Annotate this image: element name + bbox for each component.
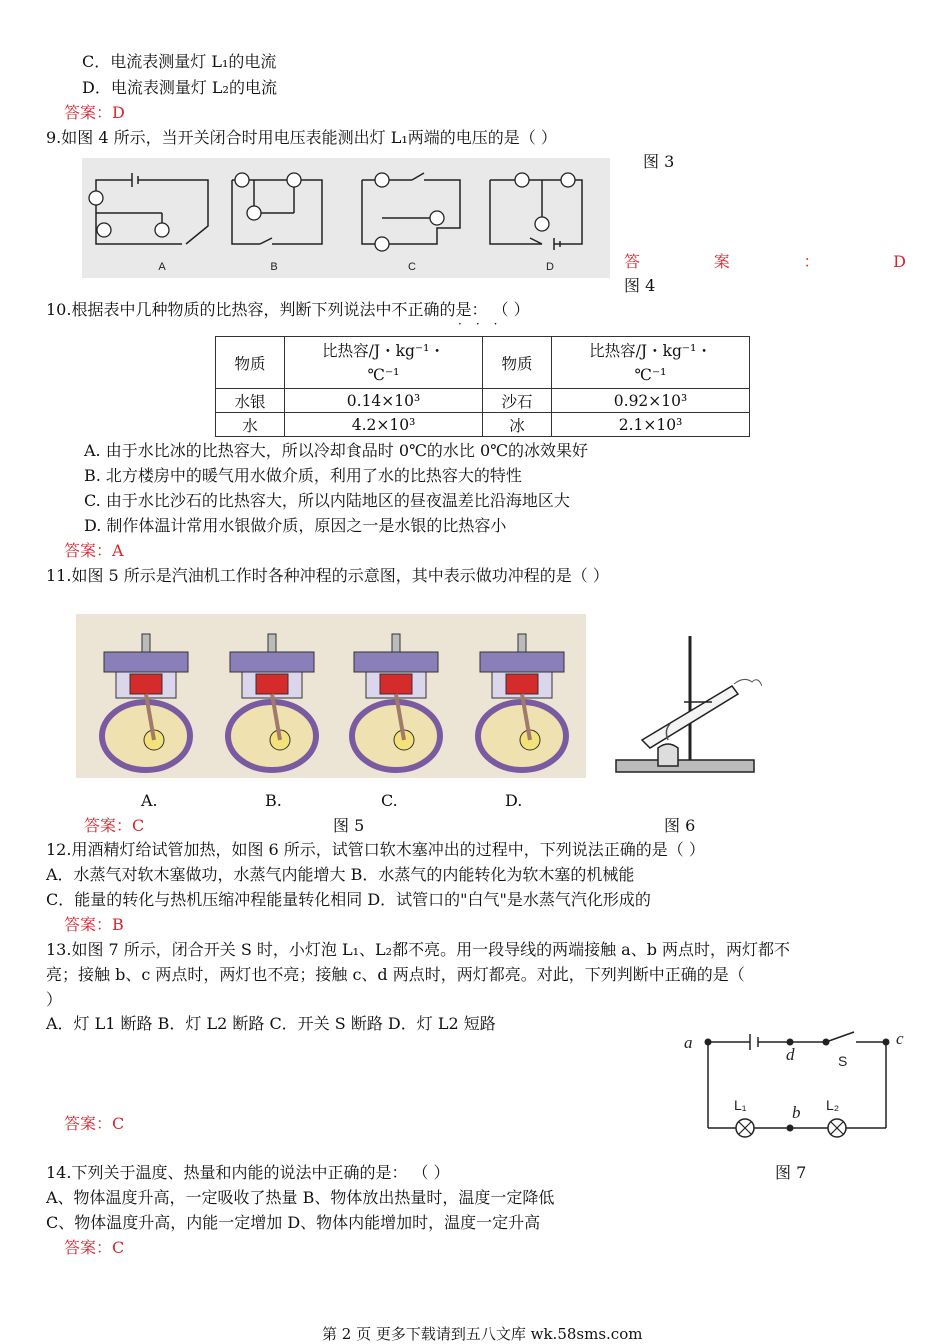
table-cell: 沙石 [483,389,552,413]
q14-options-ab: A、物体温度升高，一定吸收了热量 B、物体放出热量时，温度一定降低 [46,1188,555,1207]
table-cell: 冰 [483,413,552,437]
fig7-label: 图 7 [775,1163,807,1182]
table-cell: 0.14×10³ [285,389,483,413]
q13-options: A．灯 L1 断路 B．灯 L2 断路 C．开关 S 断路 D．灯 L2 短路 [46,1014,496,1033]
circuit-label-a: A [158,261,166,273]
q9-answer-char: ： [803,252,820,271]
q13-stem-line3: ） [46,990,63,1009]
q14-stem: 14.下列关于温度、热量和内能的说法中正确的是： （ ） [46,1163,450,1182]
specific-heat-table [215,336,750,437]
table-cell: 4.2×10³ [285,413,483,437]
table-header: 物质 [483,337,552,389]
q11-label-a: A. [141,791,158,810]
q10-option-d: D. 制作体温计常用水银做介质，原因之一是水银的比热容小 [84,516,507,535]
q11-label-d: D. [505,791,523,810]
table-cell: 水 [216,413,285,437]
q13-stem-line1: 13.如图 7 所示，闭合开关 S 时，小灯泡 L₁、L₂都不亮。用一段导线的两端接触 a、b 两点时，两灯都不 [46,940,791,959]
node-label-b: b [792,1103,801,1122]
fig7-circuit [678,1028,914,1148]
table-header: 物质 [216,337,285,389]
q13-stem-line2: 亮；接触 b、c 两点时，两灯也不亮；接触 c、d 两点时，两灯都亮。对此，下列判断中正确的是（ [46,965,745,984]
lamp-l2-label: L₂ [826,1097,840,1113]
q11-label-c: C. [381,791,398,810]
switch-label: S [838,1053,848,1069]
q11-answer: 答案：C [84,816,145,835]
page-footer: 第 2 页 更多下载请到五八文库 wk.58sms.com [322,1325,643,1343]
table-header-line: 比热容/J・kg⁻¹・ [322,341,445,360]
lamp-l1-label: L₁ [734,1097,747,1113]
node-label-a: a [684,1033,693,1052]
q8-option-d: D．电流表测量灯 L₂的电流 [82,78,277,97]
q14-answer: 答案：C [64,1238,125,1257]
q10-option-a: A. 由于水比冰的比热容大，所以冷却食品时 0℃的水比 0℃的冰效果好 [84,441,589,460]
q11-stem: 11.如图 5 所示是汽油机工作时各种冲程的示意图，其中表示做功冲程的是（ ） [46,566,609,585]
fig4-label: 图 4 [624,276,656,295]
q13-answer: 答案：C [64,1114,125,1133]
emphasis-dots: ··· [458,317,512,331]
table-header [552,337,750,389]
q12-options-cd: C．能量的转化与热机压缩冲程能量转化相同 D．试管口的"白气"是水蒸气汽化形成的 [46,890,651,909]
table-cell: 2.1×10³ [552,413,750,437]
q12-options-ab: A．水蒸气对软木塞做功，水蒸气内能增大 B．水蒸气的内能转化为软木塞的机械能 [46,865,635,884]
q12-answer: 答案：B [64,915,124,934]
q14-options-cd: C、物体温度升高，内能一定增加 D、物体内能增加时，温度一定升高 [46,1213,541,1232]
q10-option-b: B. 北方楼房中的暖气用水做介质，利用了水的比热容大的特性 [84,466,522,485]
q10-option-c: C. 由于水比沙石的比热容大，所以内陆地区的昼夜温差比沿海地区大 [84,491,570,510]
q9-stem: 9.如图 4 所示，当开关闭合时用电压表能测出灯 L₁两端的电压的是（ ） [46,128,557,147]
fig5-engine-strokes [76,614,586,778]
q8-option-c: C．电流表测量灯 L₁的电流 [82,52,277,71]
q8-answer: 答案：D [64,103,125,122]
fig4-circuits [82,158,610,278]
table-cell: 0.92×10³ [552,389,750,413]
circuit-label-b: B [270,261,278,273]
q12-stem: 12.用酒精灯给试管加热，如图 6 所示，试管口软木塞冲出的过程中，下列说法正确的是（ ） [46,840,705,859]
fig3-label: 图 3 [643,152,675,171]
q10-answer: 答案：A [64,541,124,560]
table-header [285,337,483,389]
fig6-label: 图 6 [664,816,696,835]
table-row [216,413,750,437]
q11-label-b: B. [265,791,282,810]
table-row [216,389,750,413]
table-header-line: ℃⁻¹ [634,365,667,384]
q9-answer-char: D [893,252,906,271]
circuit-label-d: D [546,261,554,273]
table-header-line: ℃⁻¹ [367,365,400,384]
q9-answer-char: 案 [713,252,730,271]
fig5-label: 图 5 [333,816,365,835]
circuit-label-c: C [408,261,416,273]
fig6-test-tube-apparatus [612,632,762,778]
q10-stem: 10.根据表中几种物质的比热容，判断下列说法中不正确的是： （ ） [46,300,530,319]
table-cell: 水银 [216,389,285,413]
node-label-c: c [896,1029,904,1048]
table-header-line: 比热容/J・kg⁻¹・ [589,341,712,360]
q9-answer-char: 答 [624,252,641,271]
node-label-d: d [786,1045,795,1064]
q9-answer [624,252,906,272]
